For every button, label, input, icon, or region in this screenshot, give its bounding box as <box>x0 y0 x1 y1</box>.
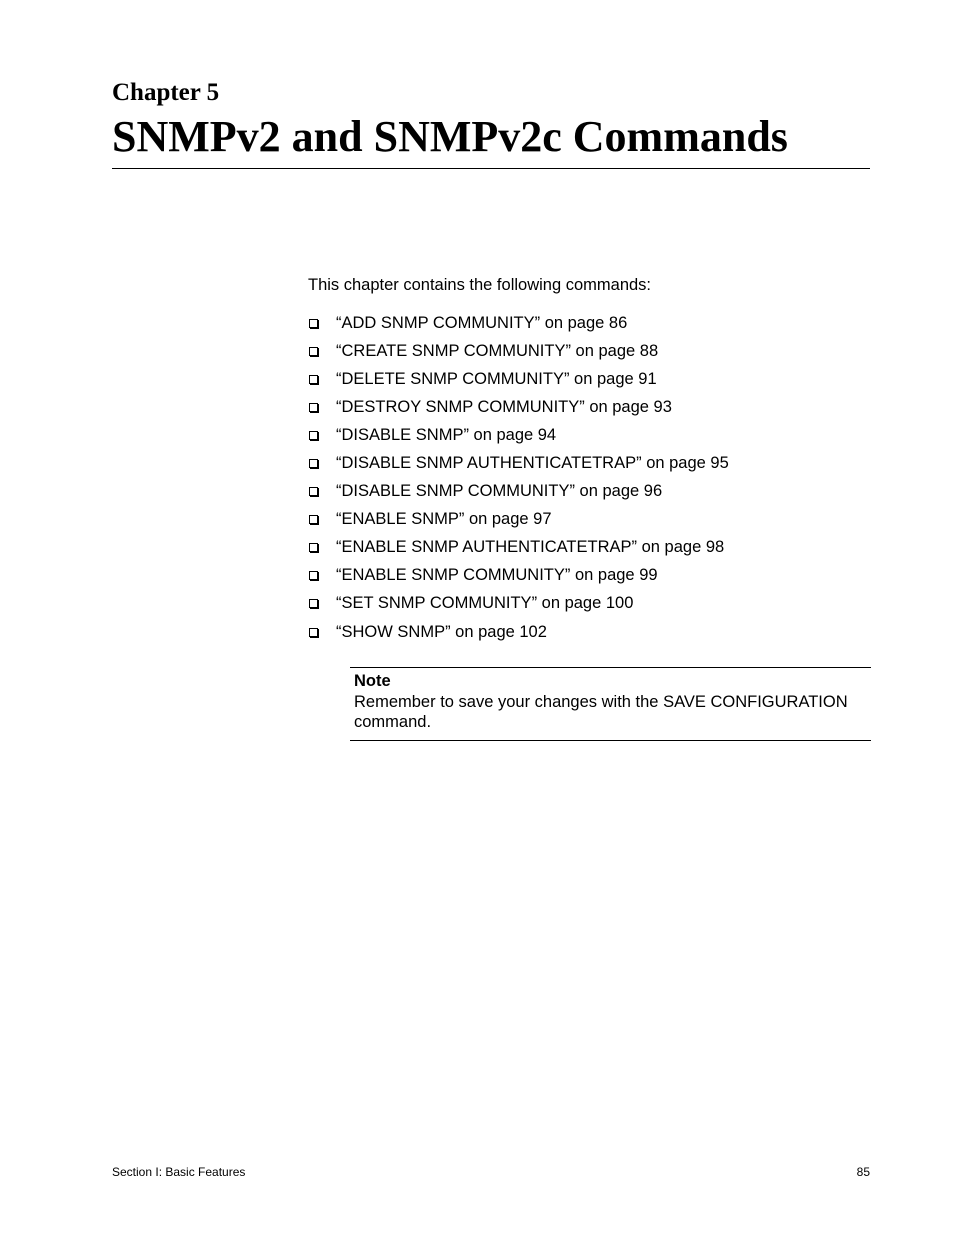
command-link[interactable]: “ENABLE SNMP COMMUNITY” on page 99 <box>336 566 658 584</box>
intro-text: This chapter contains the following commands: <box>308 276 652 294</box>
note-body: Remember to save your changes with the SAVE CONFIGURATION command. <box>354 693 848 731</box>
command-link[interactable]: “SHOW SNMP” on page 102 <box>336 623 547 641</box>
command-list-item <box>308 537 729 565</box>
checkbox-bullet-icon <box>309 628 318 637</box>
checkbox-bullet-icon <box>309 515 318 524</box>
command-list-item <box>308 313 729 341</box>
note-box <box>350 667 871 741</box>
command-list-item <box>308 369 729 397</box>
command-list-item <box>308 341 729 369</box>
command-list-item <box>308 509 729 537</box>
command-list-item <box>308 397 729 425</box>
checkbox-bullet-icon <box>309 487 318 496</box>
command-link[interactable]: “ENABLE SNMP AUTHENTICATETRAP” on page 98 <box>336 538 725 556</box>
checkbox-bullet-icon <box>309 347 318 356</box>
command-link[interactable]: “ADD SNMP COMMUNITY” on page 86 <box>336 314 628 332</box>
checkbox-bullet-icon <box>309 431 318 440</box>
checkbox-bullet-icon <box>309 459 318 468</box>
chapter-label: Chapter 5 <box>112 79 220 106</box>
command-list-item <box>308 565 729 593</box>
note-heading: Note <box>354 672 391 690</box>
command-link[interactable]: “DELETE SNMP COMMUNITY” on page 91 <box>336 370 657 388</box>
command-link[interactable]: “CREATE SNMP COMMUNITY” on page 88 <box>336 342 659 360</box>
command-link[interactable]: “ENABLE SNMP” on page 97 <box>336 510 552 528</box>
chapter-title: SNMPv2 and SNMPv2c Commands <box>112 112 788 161</box>
command-link[interactable]: “DISABLE SNMP AUTHENTICATETRAP” on page 95 <box>336 454 729 472</box>
command-list-item <box>308 425 729 453</box>
command-list-item <box>308 622 729 650</box>
command-link[interactable]: “SET SNMP COMMUNITY” on page 100 <box>336 594 634 612</box>
checkbox-bullet-icon <box>309 319 318 328</box>
command-link[interactable]: “DESTROY SNMP COMMUNITY” on page 93 <box>336 398 672 416</box>
checkbox-bullet-icon <box>309 375 318 384</box>
command-link[interactable]: “DISABLE SNMP COMMUNITY” on page 96 <box>336 482 663 500</box>
checkbox-bullet-icon <box>309 403 318 412</box>
footer-page-number: 85 <box>856 1165 870 1179</box>
command-list-item <box>308 481 729 509</box>
footer-section-label: Section I: Basic Features <box>112 1165 246 1179</box>
checkbox-bullet-icon <box>309 571 318 580</box>
command-list-item <box>308 453 729 481</box>
title-divider <box>112 168 870 169</box>
checkbox-bullet-icon <box>309 543 318 552</box>
command-link[interactable]: “DISABLE SNMP” on page 94 <box>336 426 557 444</box>
command-list <box>308 313 729 650</box>
command-list-item <box>308 593 729 621</box>
checkbox-bullet-icon <box>309 599 318 608</box>
